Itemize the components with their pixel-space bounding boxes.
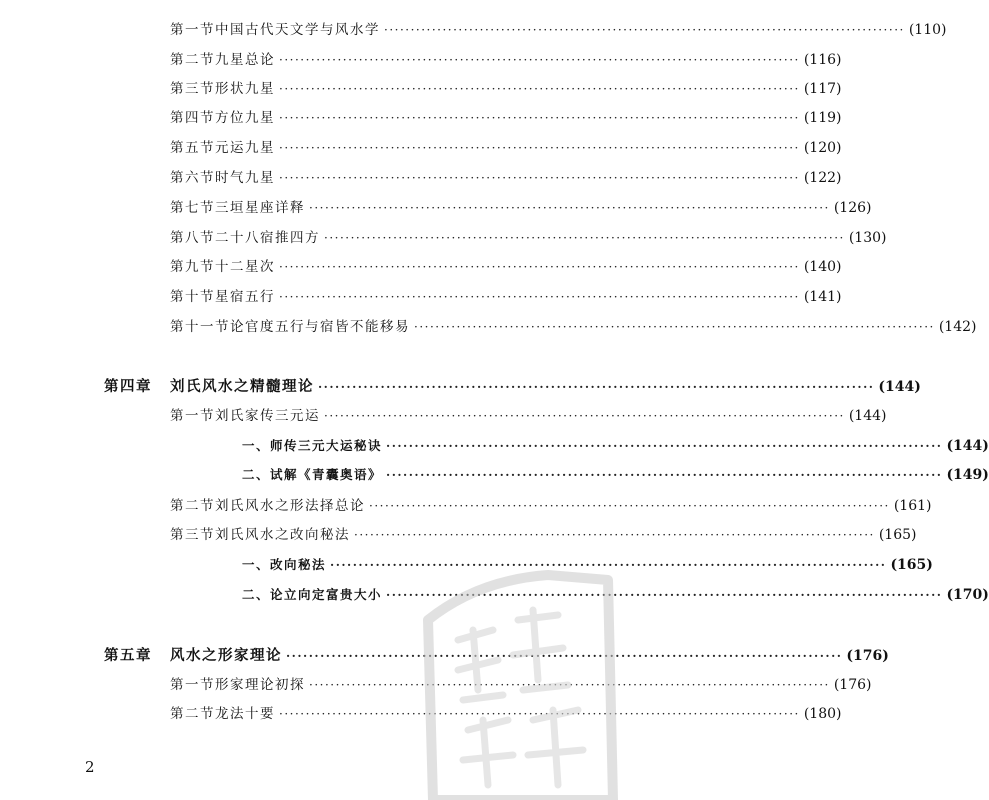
section-label: 第三节	[170, 81, 215, 97]
toc-entry[interactable]	[170, 197, 872, 219]
section-label: 第一节	[170, 408, 215, 424]
page-ref: (176)	[833, 677, 872, 693]
section-title: 二十八宿推四方	[215, 230, 320, 246]
section-title: 形状九星	[215, 81, 275, 97]
page-ref: (120)	[803, 140, 842, 156]
toc-entry[interactable]	[170, 316, 977, 338]
section-title: 九星总论	[215, 52, 275, 68]
page-ref: (149)	[946, 467, 989, 483]
toc-entry[interactable]	[170, 495, 932, 517]
section-label: 第二节	[170, 706, 215, 722]
dot-leader: ··································································································	[279, 53, 800, 67]
section-label: 第一节	[170, 677, 215, 693]
page-ref: (141)	[803, 289, 842, 305]
dot-leader: ··································································································	[279, 82, 800, 96]
section-title: 元运九星	[215, 140, 275, 156]
dot-leader: ··································································································	[386, 588, 943, 602]
page-ref: (144)	[848, 408, 887, 424]
chapter-title: 风水之形家理论	[170, 647, 282, 664]
toc-entry[interactable]	[170, 674, 872, 696]
toc-subentry[interactable]	[242, 464, 989, 486]
page-ref: (165)	[878, 527, 917, 543]
toc-entry[interactable]	[170, 78, 842, 100]
section-label: 第六节	[170, 170, 215, 186]
dot-leader: ··································································································	[318, 380, 875, 394]
subsection-title: 一、改向秘法	[242, 557, 327, 572]
toc-entry[interactable]	[170, 167, 842, 189]
page-ref: (119)	[803, 110, 842, 126]
page-number: 2	[85, 758, 95, 776]
dot-leader: ··································································································	[324, 409, 845, 423]
section-title: 形家理论初探	[215, 677, 305, 693]
dot-leader: ··································································································	[279, 707, 800, 721]
dot-leader: ··································································································	[279, 171, 800, 185]
section-label: 第七节	[170, 200, 215, 216]
dot-leader: ··································································································	[369, 499, 890, 513]
subsection-title: 二、试解《青囊奥语》	[242, 467, 383, 482]
section-label: 第十一节	[170, 319, 230, 335]
page-ref: (142)	[938, 319, 977, 335]
dot-leader: ··································································································	[386, 468, 943, 482]
page-ref: (165)	[890, 557, 933, 573]
page-ref: (170)	[946, 587, 989, 603]
toc-chapter-entry[interactable]	[104, 376, 921, 398]
section-title: 十二星次	[215, 259, 275, 275]
toc-entry[interactable]	[170, 227, 887, 249]
toc-entry[interactable]	[170, 703, 842, 725]
page-ref: (116)	[803, 52, 842, 68]
section-title: 方位九星	[215, 110, 275, 126]
dot-leader: ··································································································	[330, 558, 887, 572]
page-ref: (161)	[893, 498, 932, 514]
dot-leader: ··································································································	[309, 678, 830, 692]
page-ref: (144)	[878, 379, 921, 395]
chapter-label: 第五章	[104, 647, 152, 664]
toc-entry[interactable]	[170, 286, 842, 308]
section-title: 时气九星	[215, 170, 275, 186]
toc-entry[interactable]	[170, 405, 887, 427]
page-ref: (180)	[803, 706, 842, 722]
section-title: 龙法十要	[215, 706, 275, 722]
dot-leader: ··································································································	[279, 111, 800, 125]
section-label: 第九节	[170, 259, 215, 275]
section-label: 第八节	[170, 230, 215, 246]
section-title: 刘氏风水之形法择总论	[215, 498, 365, 514]
dot-leader: ··································································································	[279, 141, 800, 155]
dot-leader: ··································································································	[354, 528, 875, 542]
section-title: 中国古代天文学与风水学	[215, 22, 380, 38]
dot-leader: ··································································································	[414, 320, 935, 334]
page-ref: (176)	[846, 648, 889, 664]
section-label: 第三节	[170, 527, 215, 543]
toc-chapter-entry[interactable]	[104, 645, 889, 667]
section-label: 第二节	[170, 52, 215, 68]
dot-leader: ··································································································	[286, 649, 843, 663]
toc-entry[interactable]	[170, 524, 917, 546]
section-label: 第十节	[170, 289, 215, 305]
section-title: 刘氏家传三元运	[215, 408, 320, 424]
dot-leader: ··································································································	[324, 231, 845, 245]
toc-entry[interactable]	[170, 137, 842, 159]
page-ref: (140)	[803, 259, 842, 275]
page-ref: (130)	[848, 230, 887, 246]
section-title: 星宿五行	[215, 289, 275, 305]
dot-leader: ··································································································	[384, 23, 905, 37]
dot-leader: ··································································································	[386, 439, 943, 453]
toc-subentry[interactable]	[242, 435, 989, 457]
section-label: 第一节	[170, 22, 215, 38]
subsection-title: 一、师传三元大运秘诀	[242, 438, 383, 453]
dot-leader: ··································································································	[279, 260, 800, 274]
section-label: 第二节	[170, 498, 215, 514]
section-title: 论官度五行与宿皆不能移易	[230, 319, 410, 335]
toc-entry[interactable]	[170, 256, 842, 278]
section-title: 刘氏风水之改向秘法	[215, 527, 350, 543]
page-ref: (122)	[803, 170, 842, 186]
page-ref: (126)	[833, 200, 872, 216]
page-ref: (144)	[946, 438, 989, 454]
dot-leader: ··································································································	[309, 201, 830, 215]
section-title: 三垣星座详释	[215, 200, 305, 216]
toc-subentry[interactable]	[242, 554, 933, 576]
dot-leader: ··································································································	[279, 290, 800, 304]
subsection-title: 二、论立向定富贵大小	[242, 587, 383, 602]
toc-entry[interactable]	[170, 107, 842, 129]
toc-subentry[interactable]	[242, 584, 989, 606]
page-ref: (117)	[803, 81, 842, 97]
toc-entry[interactable]	[170, 49, 842, 71]
chapter-title: 刘氏风水之精髓理论	[170, 378, 314, 395]
page-ref: (110)	[908, 22, 947, 38]
section-label: 第四节	[170, 110, 215, 126]
section-label: 第五节	[170, 140, 215, 156]
toc-entry[interactable]	[170, 19, 947, 41]
chapter-label: 第四章	[104, 378, 152, 395]
